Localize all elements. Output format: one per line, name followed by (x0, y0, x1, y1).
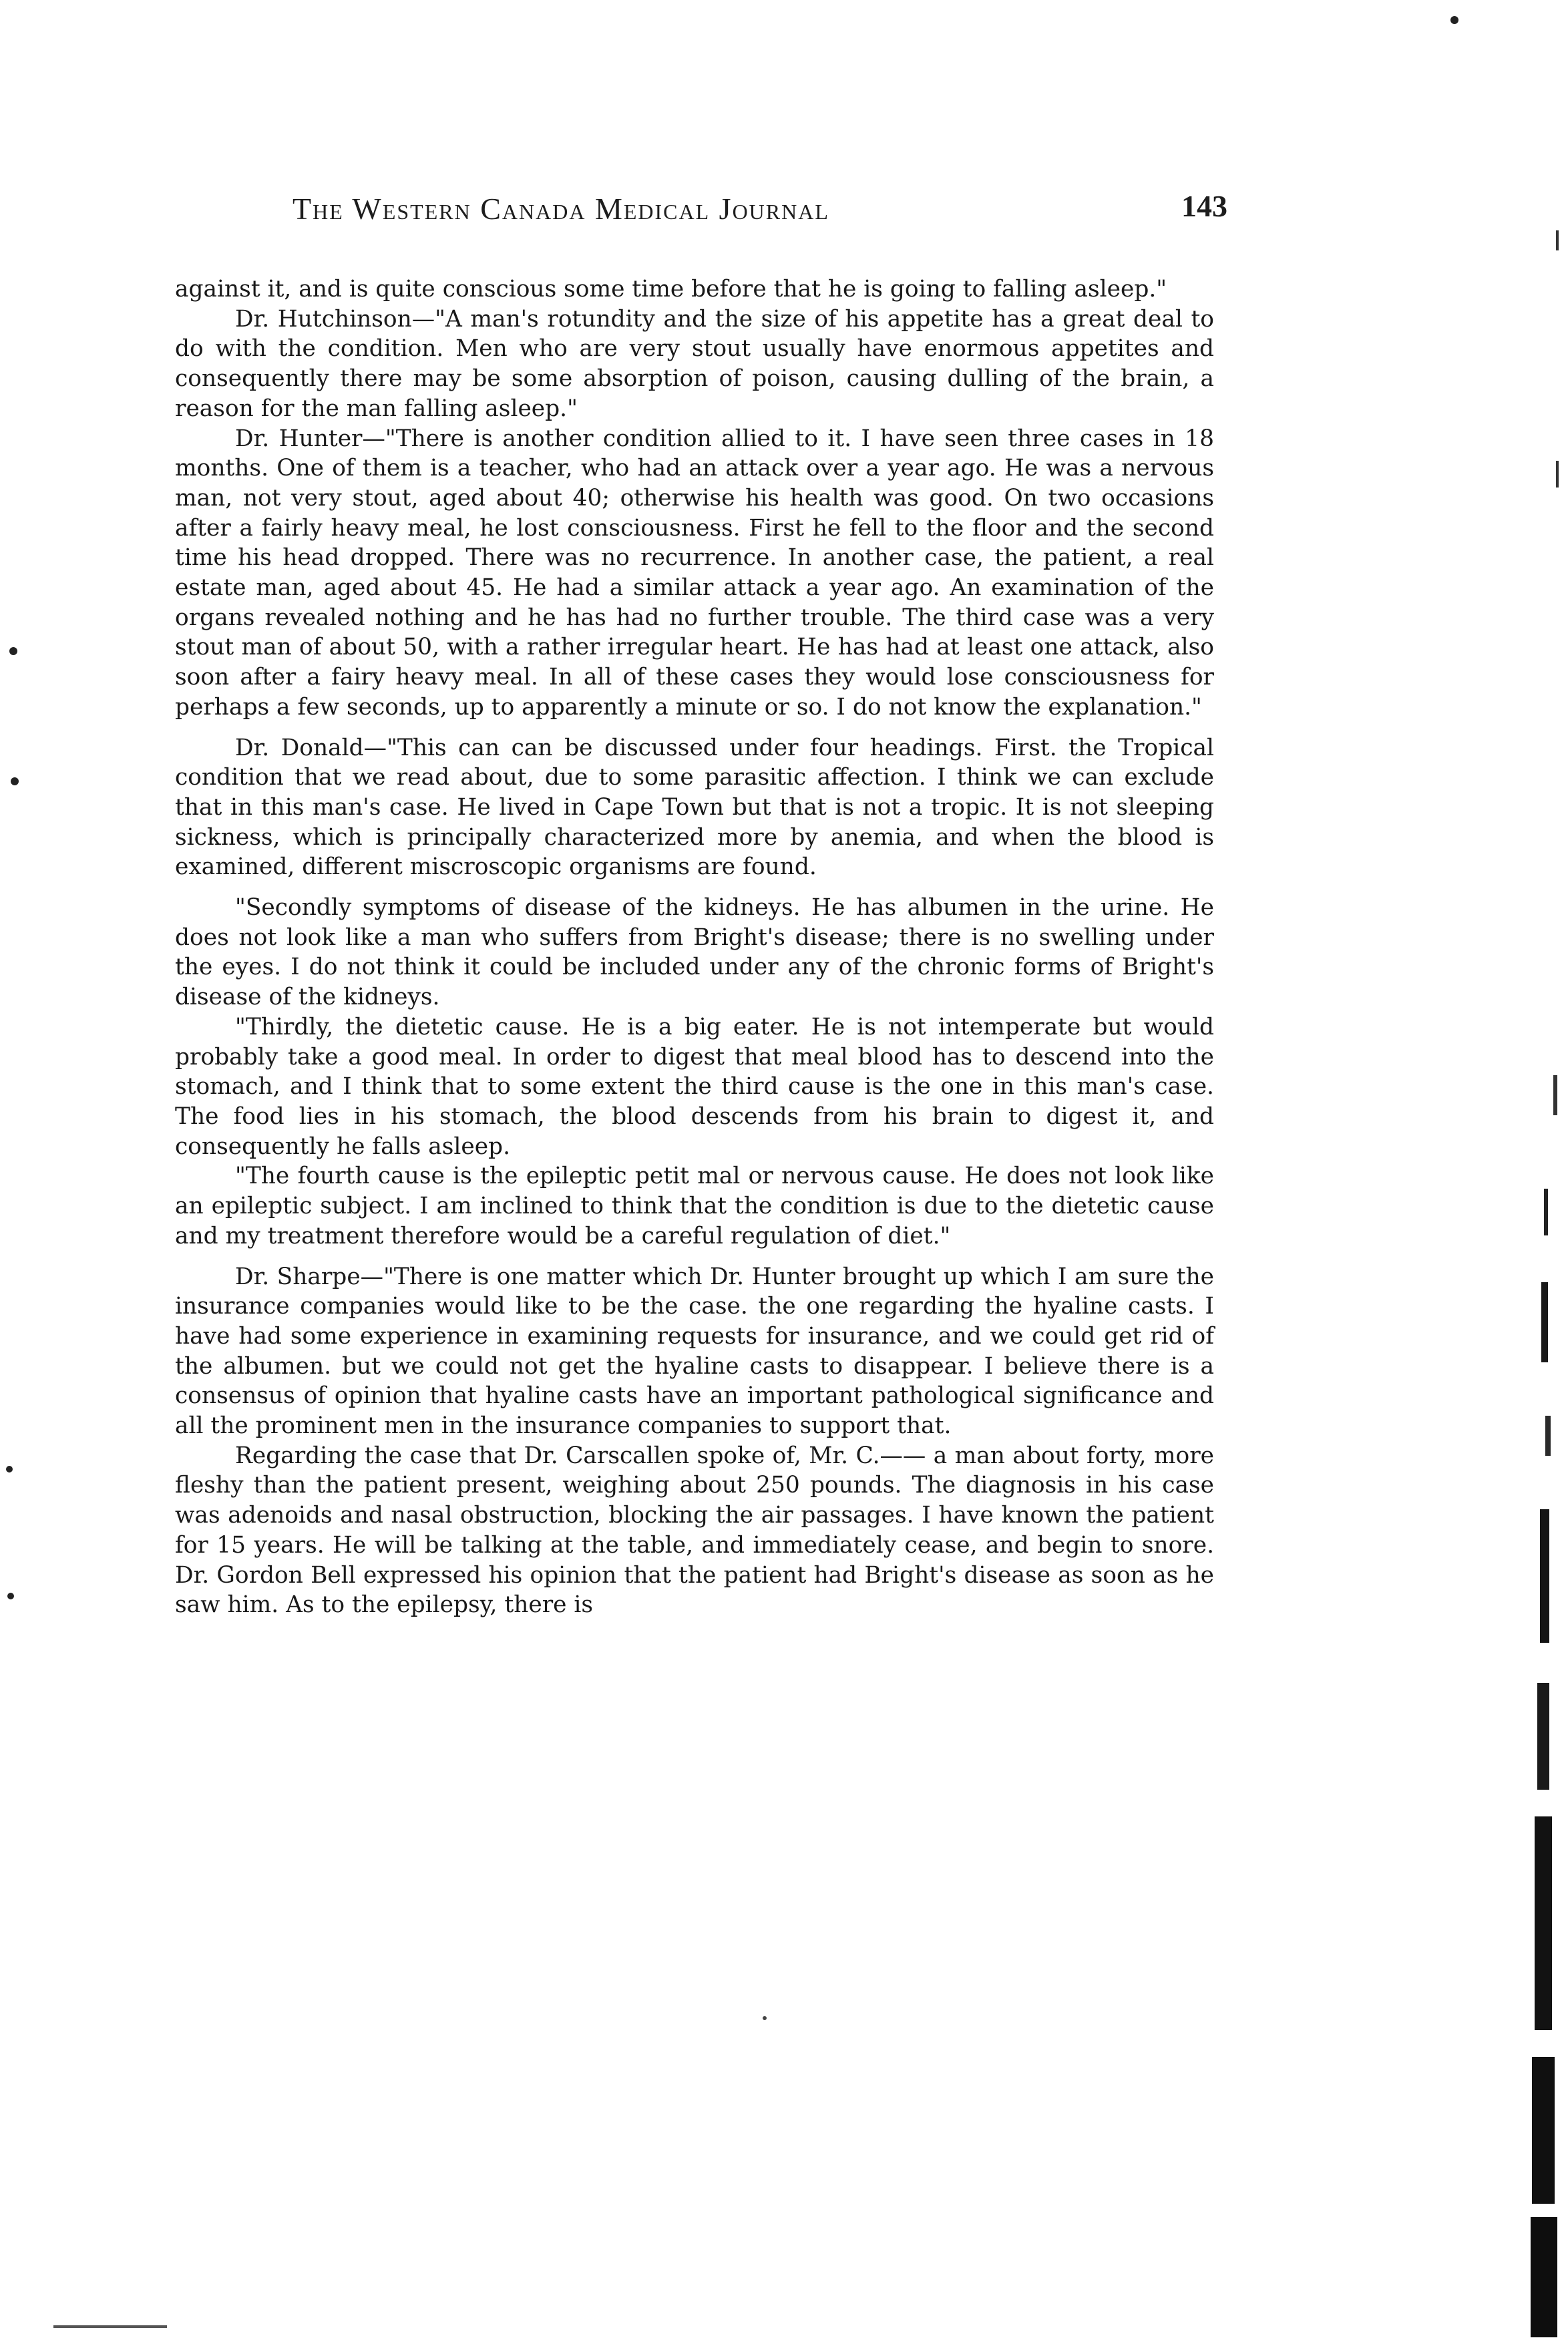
paragraph-sharpe: Dr. Sharpe—"There is one matter which Dr. Hunter brought up which I am sure the insurance companies would like to be the case. the one regarding the hyaline casts. I have had some experience in examining requests for insurance, and we could get rid of the albumen. but we could not get the hyaline casts to disappear. I believe there is a consensus of opinion that hyaline casts have an important pathological significance and all the prominent men in the insurance companies to support that. (175, 1263, 1214, 1440)
paragraph-fourth: "The fourth cause is the epileptic petit mal or nervous cause. He does not look like an epileptic subject. I am inclined to think that the condition is due to the dietetic cause and my treatment therefore would be a careful regulation of diet." (175, 1163, 1214, 1249)
page-number: 143 (1181, 189, 1227, 223)
paragraph-donald: Dr. Donald—"This can can be discussed under four headings. First. the Tropical condition that we read about, due to some parasitic affection. I think we can exclude that in this man's case. He lived in Cape Town but that is not a tropic. It is not sleeping sickness, which is principally characterized more by anemia, and when the blood is examined, different miscroscopic organisms are found. (175, 734, 1214, 881)
paragraph-secondly: "Secondly symptoms of disease of the kidneys. He has albumen in the urine. He does not look like a man who suffers from Bright's disease; there is no swelling under the eyes. I do not think it could be included under any of the chronic forms of Bright's disease of the kidneys. (175, 894, 1214, 1011)
paragraph-hunter: Dr. Hunter—"There is another condition allied to it. I have seen three cases in 18 months. One of them is a teacher, who had an attack over a year ago. He was a nervous man, not very stout, aged about 40; otherwise his health was good. On two occasions after a fairly heavy meal, he lost consciousness. First he fell to the floor and the second time his head dropped. There was no recurrence. In another case, the patient, a real estate man, aged about 45. He had a similar attack a year ago. An examination of the organs revealed nothing and he has had no further trouble. The third case was a very stout man of about 50, with a rather irregular heart. He has had at least one attack, also soon after a fairy heavy meal. In all of these cases they would lose consciousness for perhaps a few seconds, up to apparently a minute or so. I do not know the explanation." (175, 425, 1214, 721)
paragraph-hutchinson: Dr. Hutchinson—"A man's rotundity and the size of his appetite has a great deal to do with the condition. Men who are very stout usually have enormous appetites and consequently there may be some absorption of poison, causing dulling of the brain, a reason for the man falling asleep." (175, 305, 1214, 422)
paragraph-continuation: against it, and is quite conscious some time before that he is going to falling asleep." (175, 276, 1167, 303)
journal-title: The Western Canada Medical Journal (292, 192, 829, 226)
paragraph-carscallen: Regarding the case that Dr. Carscallen spoke of, Mr. C.—— a man about forty, more fleshy than the patient present, weighing about 250 pounds. The diagnosis in his case was adenoids and nasal obstruction, blocking the air passages. I have known the patient for 15 years. He will be talking at the table, and immediately cease, and begin to snore. Dr. Gordon Bell expressed his opinion that the patient had Bright's disease as soon as he saw him. As to the epilepsy, there is (175, 1442, 1214, 1619)
paragraph-thirdly: "Thirdly, the dietetic cause. He is a big eater. He is not intemperate but would probably take a good meal. In order to digest that meal blood has to descend into the stomach, and I think that to some extent the third cause is the one in this man's case. The food lies in his stomach, the blood descends from his brain to digest it, and consequently he falls asleep. (175, 1013, 1214, 1160)
